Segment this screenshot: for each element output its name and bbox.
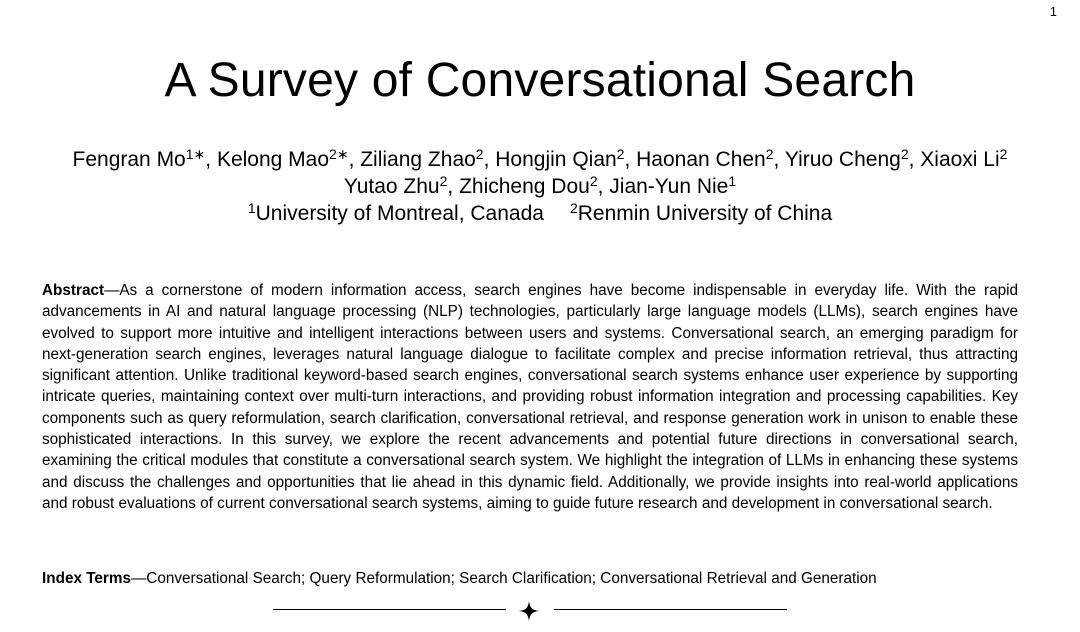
author-name: Yutao Zhu: [343, 175, 440, 198]
separator-line-left: [273, 609, 506, 610]
author-block: [0, 146, 1080, 227]
author-affiliation-marker: 2∗: [329, 146, 349, 162]
abstract: [42, 280, 1018, 514]
author-affiliation-marker: 1: [728, 173, 737, 189]
author-affiliation-marker: 2: [765, 146, 774, 162]
author-name: Fengran Mo: [72, 148, 186, 171]
author-affiliation-marker: 1∗: [185, 146, 206, 162]
affiliation-marker: 2: [569, 200, 578, 216]
author-name: Jian-Yun Nie: [609, 175, 729, 198]
author-affiliation-marker: 2: [475, 146, 484, 162]
author-affiliation-marker: 2: [999, 146, 1008, 162]
paper-title: A Survey of Conversational Search: [164, 54, 916, 107]
index-terms-text: —Conversational Search; Query Reformulation; Search Clarification; Conversational Retrieval and Generation: [130, 570, 877, 587]
author-affiliation-marker: 2: [439, 173, 448, 189]
affiliation-name: Renmin University of China: [577, 202, 833, 225]
index-terms: [42, 568, 1018, 589]
section-separator: [0, 598, 1080, 622]
page-number: 1: [1049, 4, 1057, 19]
author-name: Haonan Chen: [636, 148, 766, 171]
separator-line-right: [554, 609, 787, 610]
author-name: Kelong Mao: [216, 148, 330, 171]
affiliation-marker: 1: [247, 200, 256, 216]
affiliation-line: [0, 200, 1080, 227]
author-name: Zhicheng Dou: [459, 175, 590, 198]
author-name: Yiruo Cheng: [784, 148, 901, 171]
four-point-star-icon: [518, 600, 540, 622]
abstract-label: Abstract: [42, 282, 105, 299]
affiliation-name: University of Montreal, Canada: [255, 202, 544, 225]
author-affiliation-marker: 2: [616, 146, 625, 162]
index-terms-label: Index Terms: [42, 570, 131, 587]
author-name: Hongjin Qian: [495, 148, 617, 171]
author-name: Ziliang Zhao: [360, 148, 476, 171]
author-affiliation-marker: 2: [900, 146, 909, 162]
author-line-2: Yutao Zhu$^2$, Zhicheng Dou$^2$, Jian-Yun Nie$^1$: [343, 173, 737, 198]
abstract-text: —As a cornerstone of modern information access, search engines have become indispensable in everyday life. With the rapid advancements in AI and natural language processing (NLP) technologies, particularly large language models (LLMs), search engines have evolved to support more intuitive and intelligent interactions between users and systems. Conversational search, an emerging paradigm for next-generation search engines, leverages natural language dialogue to facilitate complex and precise information retrieval, thus attracting significant attention. Unlike traditional keyword-based search engines, conversational search systems enhance user experience by supporting intricate queries, maintaining context over multi-turn interactions, and providing robust information integration and processing capabilities. Key components such as query reformulation, search clarification, conversational retrieval, and response generation work in unison to enable these sophisticated interactions. In this survey, we explore the recent advancements and potential future directions in conversational search, examining the critical modules that constitute a conversational search system. We highlight the integration of LLMs in enhancing these systems and discuss the challenges and opportunities that lie ahead in this dynamic field. Additionally, we provide insights into real-world applications and robust evaluations of current conversational search systems, aiming to guide future research and development in conversational search.: [42, 282, 1018, 512]
author-line-1: Fengran $Mo^{1∗}$, Kelong Mao$^{2∗}$, Ziliang Zhao$^2$, Hongjin Qian$^2$, Haonan Chen$^2$, Yiruo Cheng$^2$, Xiaoxi Li$^2$: [72, 146, 1008, 171]
author-affiliation-marker: 2: [589, 173, 598, 189]
author-name: Xiaoxi Li: [920, 148, 1000, 171]
